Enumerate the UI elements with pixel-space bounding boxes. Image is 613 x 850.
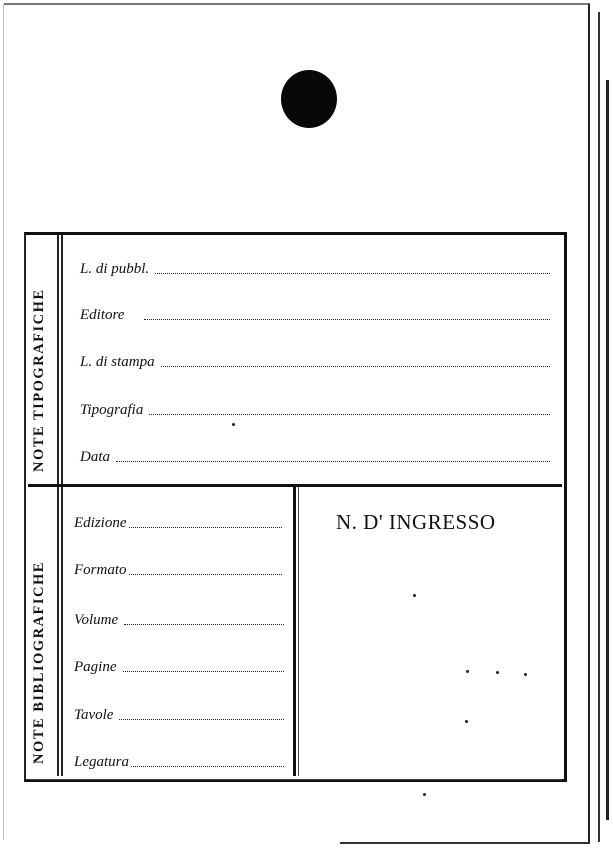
field-format[interactable] bbox=[74, 557, 282, 579]
field-publisher[interactable] bbox=[80, 302, 550, 324]
field-label: Data bbox=[80, 449, 110, 465]
typographic-heading-text: NOTE TIPOGRAFICHE bbox=[31, 288, 47, 472]
scan-speck bbox=[413, 594, 416, 597]
bibliographic-heading-text: NOTE BIBLIOGRAFICHE bbox=[31, 561, 47, 764]
bottom-rule bbox=[28, 779, 562, 780]
field-date[interactable] bbox=[80, 444, 550, 466]
field-plates[interactable] bbox=[74, 702, 284, 724]
punch-hole bbox=[281, 70, 337, 128]
field-pages[interactable] bbox=[74, 654, 284, 676]
accession-divider bbox=[293, 487, 296, 776]
field-dotted-line bbox=[155, 273, 550, 274]
field-dotted-line bbox=[119, 719, 284, 720]
scan-speck bbox=[232, 423, 235, 426]
field-label: Pagine bbox=[74, 659, 117, 675]
field-label: Tavole bbox=[74, 707, 114, 723]
heading-rule bbox=[57, 235, 59, 484]
field-label: Editore bbox=[80, 307, 125, 323]
card-top-edge bbox=[4, 3, 590, 5]
scan-speck bbox=[466, 670, 469, 673]
field-label: L. di stampa bbox=[80, 354, 155, 370]
field-dotted-line bbox=[144, 319, 550, 320]
heading-rule bbox=[57, 487, 59, 776]
field-dotted-line bbox=[124, 624, 284, 625]
field-printer[interactable] bbox=[80, 397, 550, 419]
field-label: Formato bbox=[74, 562, 127, 578]
heading-rule bbox=[61, 235, 63, 484]
card-stack-edge bbox=[598, 12, 600, 842]
field-dotted-line bbox=[149, 414, 550, 415]
scan-speck bbox=[496, 671, 499, 674]
accession-divider bbox=[298, 487, 299, 776]
scan-speck bbox=[423, 793, 426, 796]
field-binding[interactable] bbox=[74, 749, 284, 771]
field-label: Legatura bbox=[74, 754, 130, 770]
field-place-of-printing[interactable] bbox=[80, 349, 550, 371]
field-dotted-line bbox=[129, 574, 283, 575]
field-label: Tipografia bbox=[80, 402, 144, 418]
field-label: Edizione bbox=[74, 515, 127, 531]
field-dotted-line bbox=[131, 766, 284, 767]
field-volume[interactable] bbox=[74, 607, 284, 629]
card-right-edge bbox=[588, 4, 590, 844]
heading-rule bbox=[61, 487, 63, 776]
card-left-edge bbox=[3, 4, 4, 840]
scan-speck bbox=[524, 673, 527, 676]
field-label: Volume bbox=[74, 612, 119, 628]
accession-number-heading: N. D' INGRESSO bbox=[336, 510, 496, 534]
scan-speck bbox=[465, 720, 468, 723]
field-edition[interactable] bbox=[74, 510, 282, 532]
field-dotted-line bbox=[116, 461, 550, 462]
card-stack-edge bbox=[606, 80, 609, 820]
card-bottom-edge bbox=[340, 842, 590, 844]
field-place-of-publication[interactable] bbox=[80, 256, 550, 278]
field-dotted-line bbox=[161, 366, 550, 367]
field-label: L. di pubbl. bbox=[80, 261, 150, 277]
field-dotted-line bbox=[123, 671, 285, 672]
field-dotted-line bbox=[129, 527, 283, 528]
